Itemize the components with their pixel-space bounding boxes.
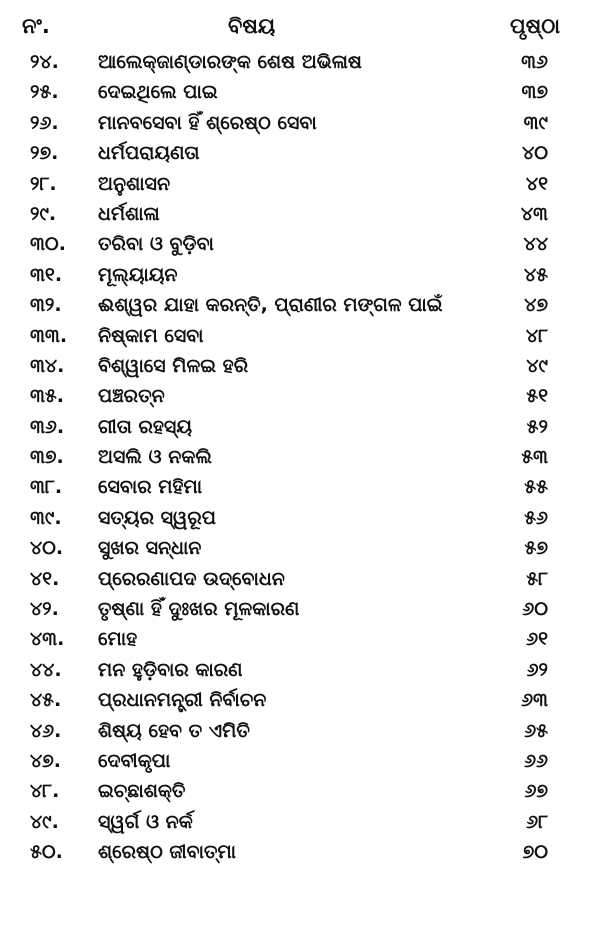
toc-entry	[0, 717, 600, 747]
toc-entry	[0, 48, 600, 78]
toc-entry	[0, 595, 600, 625]
entry-page-number: ୪୦	[522, 142, 548, 165]
entry-title: ଈଶ୍ୱର ଯାହା କରନ୍ତି, ପ୍ରାଣୀର ମଙ୍ଗଳ ପାଇଁ	[98, 294, 443, 317]
entry-number: ୪୫.	[30, 689, 62, 712]
entry-number: ୨୪.	[30, 51, 59, 73]
entry-number: ୩୯.	[30, 506, 62, 529]
entry-page-number: ୬୧	[526, 628, 548, 651]
entry-number: ୪୬.	[30, 719, 62, 742]
entry-number: ୪୩.	[30, 628, 65, 651]
toc-entry	[0, 261, 600, 291]
toc-entry	[0, 230, 600, 260]
entry-number: ୨୫.	[30, 81, 59, 104]
entry-page-number: ୪୧	[525, 172, 548, 195]
entry-title: ଅସଲି ଓ ନକଲି	[98, 446, 212, 469]
entry-title: ମାନବସେବା ହିଁ ଶ୍ରେଷ୍ଠ ସେବା	[98, 111, 317, 134]
header-serial-label: ନଂ.	[22, 14, 50, 38]
entry-title: ସୁଖର ସନ୍ଧାନ	[98, 537, 202, 560]
entry-number: ୨୬.	[30, 111, 59, 134]
entry-page-number: ୫୫	[524, 476, 548, 499]
toc-entry	[0, 170, 600, 200]
entry-page-number: ୪୮	[525, 324, 548, 347]
entry-title: ଶ୍ରେଷ୍ଠ ଜୀବାତ୍ମା	[98, 841, 237, 864]
toc-entry	[0, 413, 600, 443]
toc-entry	[0, 291, 600, 321]
entry-page-number: ୪୫	[523, 263, 548, 286]
entry-title: ସେବାର ମହିମା	[98, 476, 203, 499]
entry-page-number: ୫୮	[526, 567, 548, 590]
toc-entry	[0, 109, 600, 139]
entry-page-number: ୪୩	[520, 202, 548, 225]
entry-title: ଧର୍ମପରାୟଣତା	[98, 142, 200, 165]
toc-entry	[0, 777, 600, 807]
entry-number: ୩୧.	[30, 263, 63, 286]
entry-title: ମୂଲ୍ୟାୟନ	[98, 263, 178, 286]
entry-number: ୪୪.	[30, 658, 62, 681]
entry-page-number: ୬୦	[522, 598, 548, 621]
entry-title: ମନ ହୁଡ଼ିବାର କାରଣ	[98, 658, 243, 681]
toc-entry	[0, 352, 600, 382]
entry-title: ଦେଇଥିଲେ ପାଇ	[98, 81, 218, 104]
entry-title: ବିଶ୍ୱାସେ ମିଳଇ ହରି	[98, 354, 249, 377]
entry-title: ଆଲେକ୍‌ଜାଣ୍ଡାରଙ୍କ ଶେଷ ଅଭିଳାଷ	[98, 51, 362, 73]
entry-title: ସ୍ୱର୍ଗ ଓ ନର୍କ	[98, 810, 193, 833]
entry-page-number: ୫୧	[526, 385, 548, 408]
entry-number: ୨୮.	[30, 172, 57, 195]
entry-title: ଶିଷ୍ୟ ହେବ ତ ଏମିତି	[98, 719, 250, 742]
entry-title: ନିଷ୍କାମ ସେବା	[98, 324, 204, 347]
entry-page-number: ୫୩	[521, 446, 548, 469]
entry-page-number: ୩୬	[521, 51, 548, 73]
entry-number: ୪୧.	[30, 567, 60, 590]
entry-page-number: ୫୬	[524, 506, 548, 529]
entry-page-number: ୬୮	[526, 810, 548, 833]
entry-title: ସତ୍ୟର ସ୍ୱରୂପ	[98, 506, 216, 529]
entry-number: ୩୪.	[30, 354, 65, 377]
entry-title: ଇଚ୍ଛାଶକ୍ତି	[98, 780, 186, 803]
entry-title: ପ୍ରେରଣାପଦ ଉଦ୍‌ବୋଧନ	[98, 567, 285, 590]
toc-entry	[0, 78, 600, 108]
entry-number: ୪୭.	[30, 749, 62, 772]
entry-title: ଗୀତା ରହସ୍ୟ	[98, 415, 192, 438]
entry-number: ୩୭.	[30, 446, 64, 469]
entry-page-number: ୬୬	[524, 749, 548, 772]
toc-entry	[0, 534, 600, 564]
entry-title: ଅନୁଶାସନ	[98, 172, 171, 195]
entry-title: ତରିବା ଓ ବୁଡ଼ିବା	[98, 233, 214, 256]
entry-number: ୪୮.	[30, 780, 60, 803]
entry-page-number: ୩୯	[523, 111, 548, 134]
entry-title: ପଞ୍ଚରତ୍ନ	[98, 385, 165, 408]
entry-page-number: ୪୭	[524, 294, 548, 317]
toc-entry	[0, 200, 600, 230]
toc-entry	[0, 747, 600, 777]
entry-number: ୩୫.	[30, 385, 65, 408]
toc-entry	[0, 382, 600, 412]
entry-number: ୪୯.	[30, 810, 59, 833]
entry-page-number: ୬୫	[524, 719, 548, 742]
entry-title: ପ୍ରଧାନମନ୍ତ୍ରୀ ନିର୍ବାଚନ	[98, 689, 267, 712]
toc-entry	[0, 322, 600, 352]
toc-entry	[0, 656, 600, 686]
toc-entry	[0, 504, 600, 534]
toc-entry	[0, 686, 600, 716]
entry-number: ୩୬.	[30, 415, 65, 438]
entry-title: ଦେବୀକୃପା	[98, 749, 171, 772]
entry-page-number: ୪୪	[523, 233, 548, 256]
toc-entry	[0, 443, 600, 473]
header-page-label: ପୃଷ୍ଠା	[510, 14, 561, 38]
entry-number: ୪୦.	[30, 537, 64, 560]
entry-number: ୩୮.	[30, 476, 63, 499]
entry-number: ୨୭.	[30, 142, 59, 165]
entry-number: ୩୦.	[30, 233, 66, 256]
entry-page-number: ୩୭	[521, 81, 548, 104]
header-subject-label: ବିଷୟ	[228, 14, 276, 38]
entry-page-number: ୫୨	[526, 415, 548, 438]
entry-number: ୩୩.	[30, 324, 68, 347]
entry-number: ୪୨.	[30, 598, 59, 621]
entry-page-number: ୬୨	[526, 658, 548, 681]
entry-number: ୫୦.	[30, 841, 63, 864]
toc-list	[0, 48, 600, 869]
toc-entry	[0, 808, 600, 838]
entry-number: ୩୨.	[30, 294, 62, 317]
toc-header	[0, 10, 600, 46]
entry-page-number: ୫୭	[524, 537, 548, 560]
toc-entry	[0, 838, 600, 868]
entry-title: ତୃଷ୍ଣା ହିଁ ଦୁଃଖର ମୂଳକାରଣ	[98, 598, 300, 621]
entry-page-number: ୪୯	[526, 354, 548, 377]
entry-page-number: ୭୦	[522, 841, 548, 864]
toc-entry	[0, 625, 600, 655]
entry-title: ମୋହ	[98, 628, 138, 651]
toc-entry	[0, 565, 600, 595]
entry-title: ଧର୍ମଶାଳା	[98, 202, 160, 225]
entry-page-number: ୬୩	[521, 689, 548, 712]
toc-entry	[0, 473, 600, 503]
entry-number: ୨୯.	[30, 202, 57, 225]
toc-entry	[0, 139, 600, 169]
entry-page-number: ୬୭	[524, 780, 548, 803]
